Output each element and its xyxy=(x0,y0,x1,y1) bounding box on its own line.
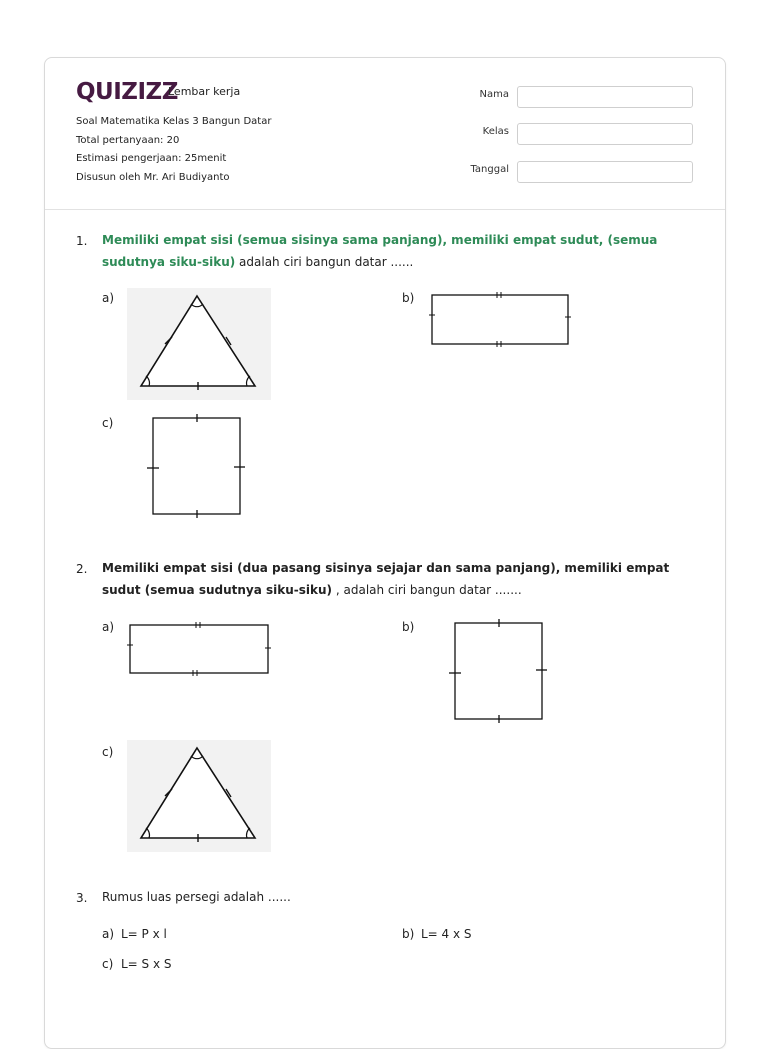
name-field[interactable] xyxy=(517,86,693,108)
q1-option-a-label[interactable]: a) xyxy=(102,291,115,305)
worksheet-card xyxy=(44,57,726,1049)
question-2-tail: , adalah ciri bangun datar ....... xyxy=(332,583,522,597)
class-label: Kelas xyxy=(482,126,509,137)
q2-option-c-label[interactable]: c) xyxy=(102,745,114,759)
date-field[interactable] xyxy=(517,161,693,183)
q1-option-c-label[interactable]: c) xyxy=(102,416,114,430)
total-questions: Total pertanyaan: 20 xyxy=(76,135,180,146)
q1-option-b-label[interactable]: b) xyxy=(402,291,415,305)
worksheet-header xyxy=(45,58,725,210)
q1-option-b-rectangle[interactable] xyxy=(428,290,572,348)
name-label: Nama xyxy=(479,89,509,100)
q3-option-b-label[interactable]: b) xyxy=(402,927,415,941)
q2-option-c-triangle[interactable] xyxy=(127,740,271,852)
question-1-highlight: Memiliki empat sisi (semua sisinya sama panjang), memiliki empat sudut, (semua sudutnya siku-siku) xyxy=(102,233,658,269)
estimated-time: Estimasi pengerjaan: 25menit xyxy=(76,153,227,164)
q3-option-c-text[interactable]: L= S x S xyxy=(121,957,172,971)
q3-option-b-text[interactable]: L= 4 x S xyxy=(421,927,472,941)
question-1-text xyxy=(102,229,682,273)
question-3-number: 3. xyxy=(76,891,88,905)
date-label: Tanggal xyxy=(470,164,509,175)
question-2-text xyxy=(102,557,682,601)
question-3-text: Rumus luas persegi adalah ...... xyxy=(102,890,291,904)
q2-option-b-square[interactable] xyxy=(446,619,552,725)
worksheet-title: Soal Matematika Kelas 3 Bangun Datar xyxy=(76,116,272,127)
question-2-highlight: Memiliki empat sisi (dua pasang sisinya sejajar dan sama panjang), memiliki empat sudut (semua sudutnya siku-siku) xyxy=(102,561,670,597)
q1-option-c-square[interactable] xyxy=(144,412,250,520)
question-1-tail: adalah ciri bangun datar ...... xyxy=(235,255,414,269)
sheet-type-label: Lembar kerja xyxy=(168,85,241,98)
author: Disusun oleh Mr. Ari Budiyanto xyxy=(76,172,230,183)
q2-option-a-label[interactable]: a) xyxy=(102,620,115,634)
class-field[interactable] xyxy=(517,123,693,145)
q2-option-b-label[interactable]: b) xyxy=(402,620,415,634)
q2-option-a-rectangle[interactable] xyxy=(126,619,274,677)
q1-option-a-triangle[interactable] xyxy=(127,288,271,400)
q3-option-a-text[interactable]: L= P x l xyxy=(121,927,167,941)
q3-option-c-label[interactable]: c) xyxy=(102,957,114,971)
question-1-number: 1. xyxy=(76,234,88,248)
question-2-number: 2. xyxy=(76,562,88,576)
q3-option-a-label[interactable]: a) xyxy=(102,927,115,941)
quizizz-logo: QUIZIZZ xyxy=(76,79,178,105)
